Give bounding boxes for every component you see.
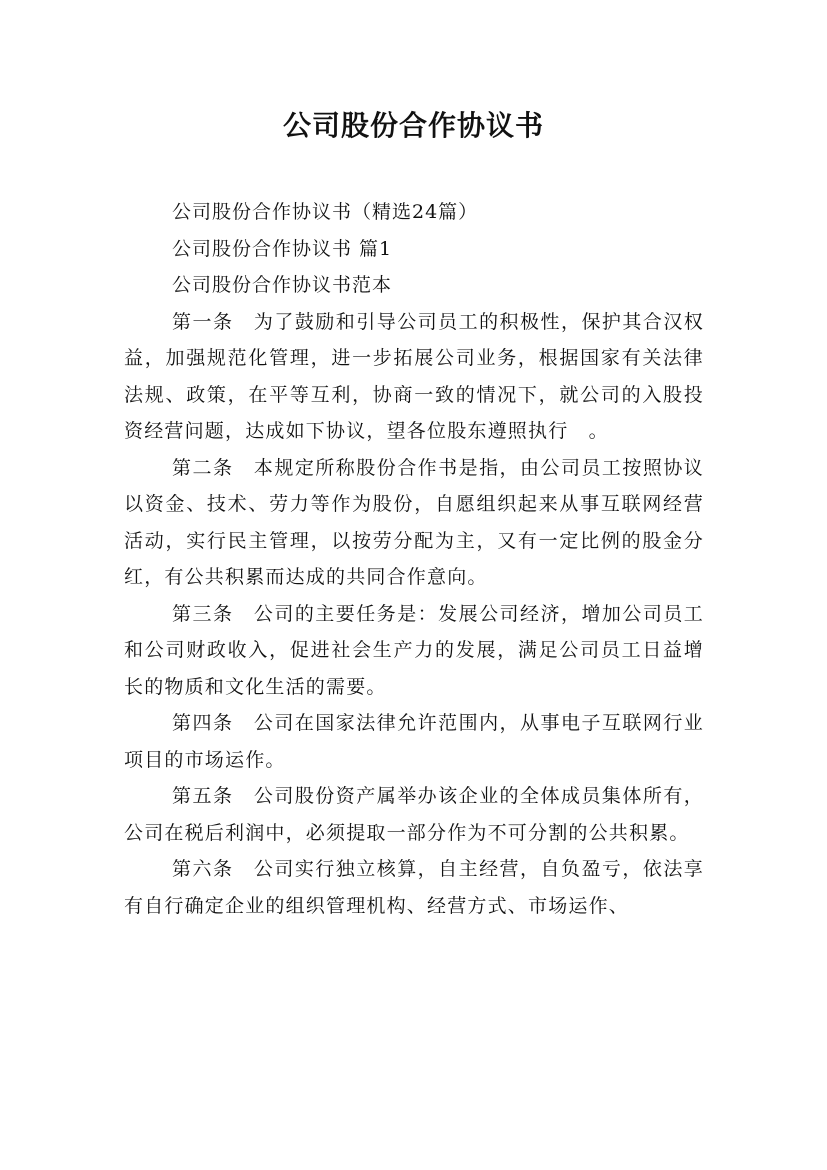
- paragraph-subtitle: 公司股份合作协议书（精选24篇）: [172, 201, 479, 223]
- paragraph-template-heading: 公司股份合作协议书范本: [172, 274, 393, 296]
- article-1: 第一条 为了鼓励和引导公司员工的积极性，保护其合汉权益，加强规范化管理，进一步拓展公司业务，根据国家有关法律法规、政策，在平等互利，协商一致的情况下，就公司的入股投资经营问题，达成如下协议，望各位股东遵照执行 。: [124, 310, 704, 442]
- document-body: [124, 194, 704, 924]
- article-4: 第四条 公司在国家法律允许范围内，从事电子互联网行业项目的市场运作。: [124, 712, 704, 771]
- document-title: 公司股份合作协议书: [282, 109, 544, 142]
- article-5: 第五条 公司股份资产属举办该企业的全体成员集体所有，公司在税后利润中，必须提取一部分作为不可分割的公共积累。: [124, 785, 704, 844]
- paragraph-section-heading: 公司股份合作协议书 篇1: [172, 237, 393, 260]
- article-3: 第三条 公司的主要任务是：发展公司经济，增加公司员工和公司财政收入，促进社会生产力的发展，满足公司员工日益增长的物质和文化生活的需要。: [124, 602, 704, 698]
- article-6: 第六条 公司实行独立核算，自主经营，自负盈亏，依法享有自行确定企业的组织管理机构、经营方式、市场运作、: [124, 858, 704, 917]
- article-2: 第二条 本规定所称股份合作书是指，由公司员工按照协议以资金、技术、劳力等作为股份，自愿组织起来从事互联网经营活动，实行民主管理，以按劳分配为主，又有一定比例的股金分红，有公共积累而达成的共同合作意向。: [124, 456, 704, 588]
